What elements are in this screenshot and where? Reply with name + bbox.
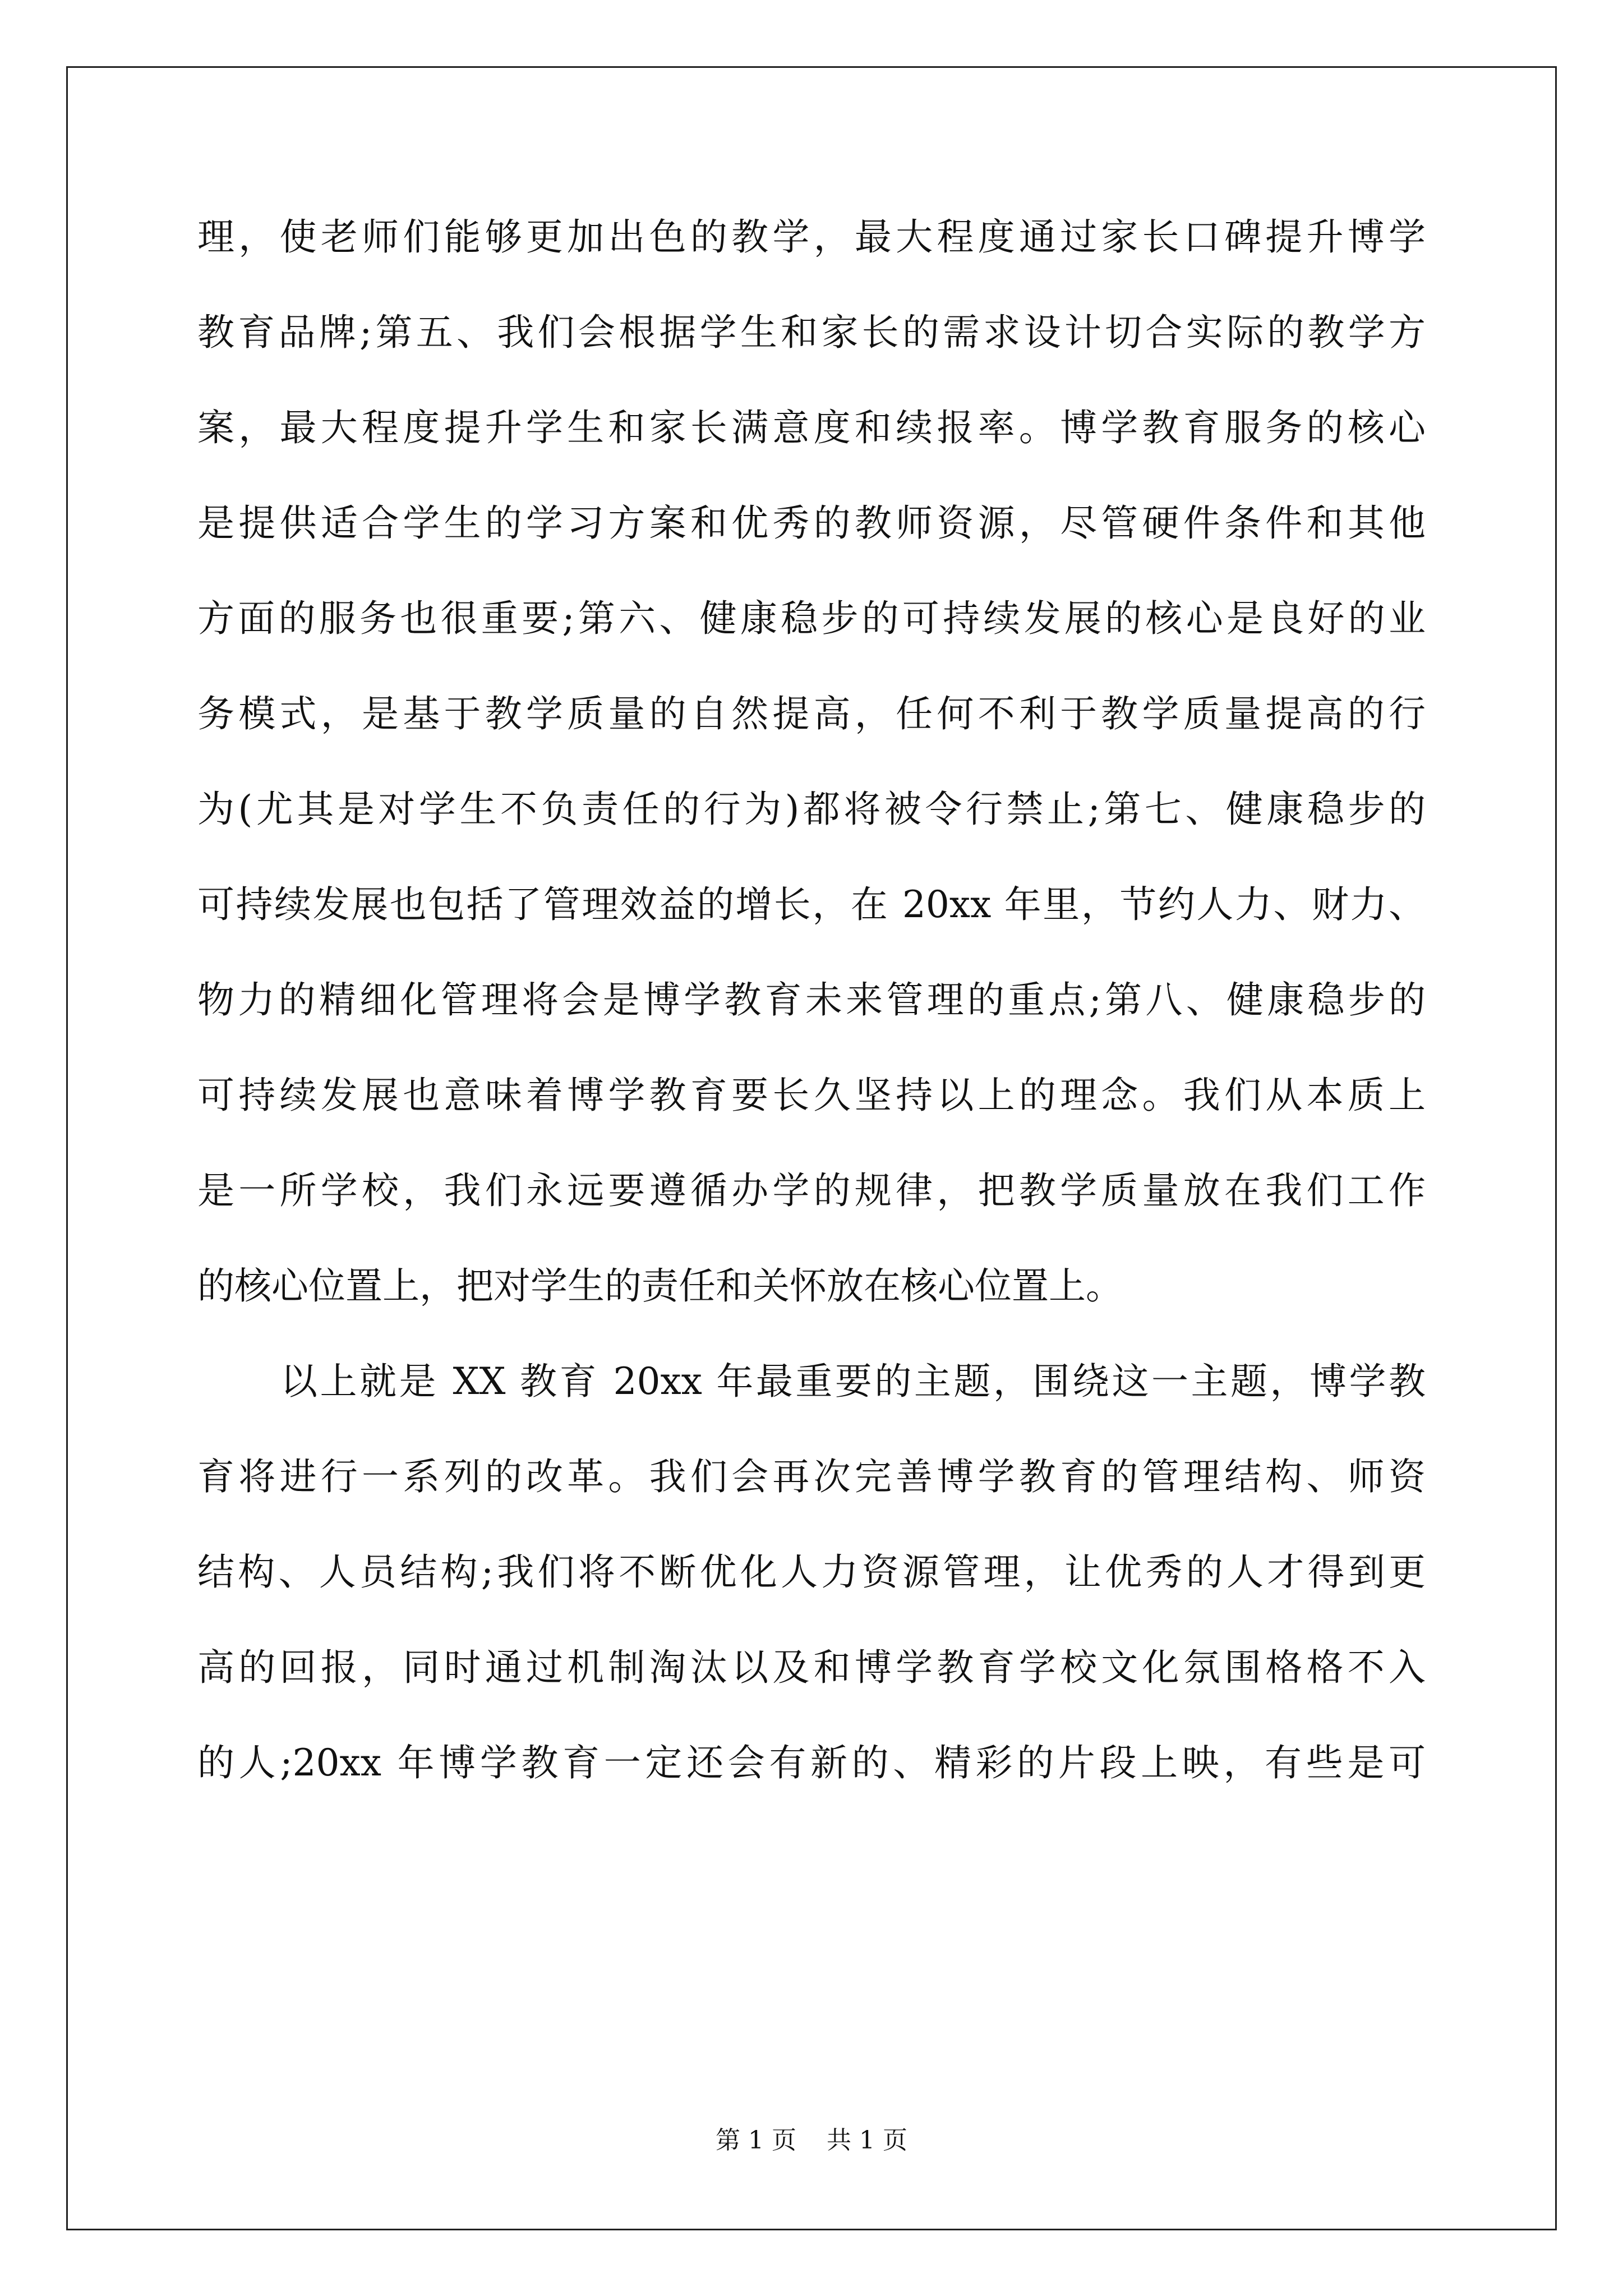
text-line: 的核心位置上，把对学生的责任和关怀放在核心位置上。 — [197, 1264, 1123, 1308]
text-line: 是提供适合学生的学习方案和优秀的教师资源，尽管硬件条件和其他 — [197, 501, 1426, 545]
text-line: 教育品牌;第五、我们会根据学生和家长的需求设计切合实际的教学方 — [197, 311, 1426, 354]
text-line: 案，最大程度提升学生和家长满意度和续报率。博学教育服务的核心 — [197, 406, 1426, 449]
text-line: 方面的服务也很重要;第六、健康稳步的可持续发展的核心是良好的业 — [197, 597, 1426, 640]
text-line: 可持续发展也包括了管理效益的增长，在 20xx 年里，节约人力、财力、 — [197, 883, 1426, 926]
paragraph-first-line: 以上就是 XX 教育 20xx 年最重要的主题，围绕这一主题，博学教 — [280, 1360, 1426, 1403]
text-line: 为(尤其是对学生不负责任的行为)都将被令行禁止;第七、健康稳步的 — [197, 788, 1426, 831]
page-border — [66, 66, 1557, 2230]
text-line: 是一所学校，我们永远要遵循办学的规律，把教学质量放在我们工作 — [197, 1169, 1426, 1212]
text-line: 理，使老师们能够更加出色的教学，最大程度通过家长口碑提升博学 — [197, 215, 1426, 259]
text-line: 结构、人员结构;我们将不断优化人力资源管理，让优秀的人才得到更 — [197, 1550, 1426, 1594]
text-line: 务模式，是基于教学质量的自然提高，任何不利于教学质量提高的行 — [197, 692, 1426, 735]
text-line: 的人;20xx 年博学教育一定还会有新的、精彩的片段上映，有些是可 — [197, 1741, 1426, 1784]
page-total: 共 1 页 — [827, 2126, 907, 2155]
page-footer — [0, 2125, 1623, 2156]
text-line: 可持续发展也意味着博学教育要长久坚持以上的理念。我们从本质上 — [197, 1074, 1426, 1117]
text-line: 育将进行一系列的改革。我们会再次完善博学教育的管理结构、师资 — [197, 1455, 1426, 1498]
text-line: 物力的精细化管理将会是博学教育未来管理的重点;第八、健康稳步的 — [197, 978, 1426, 1022]
page-number: 第 1 页 — [716, 2126, 796, 2155]
text-line: 高的回报，同时通过机制淘汰以及和博学教育学校文化氛围格格不入 — [197, 1646, 1426, 1689]
